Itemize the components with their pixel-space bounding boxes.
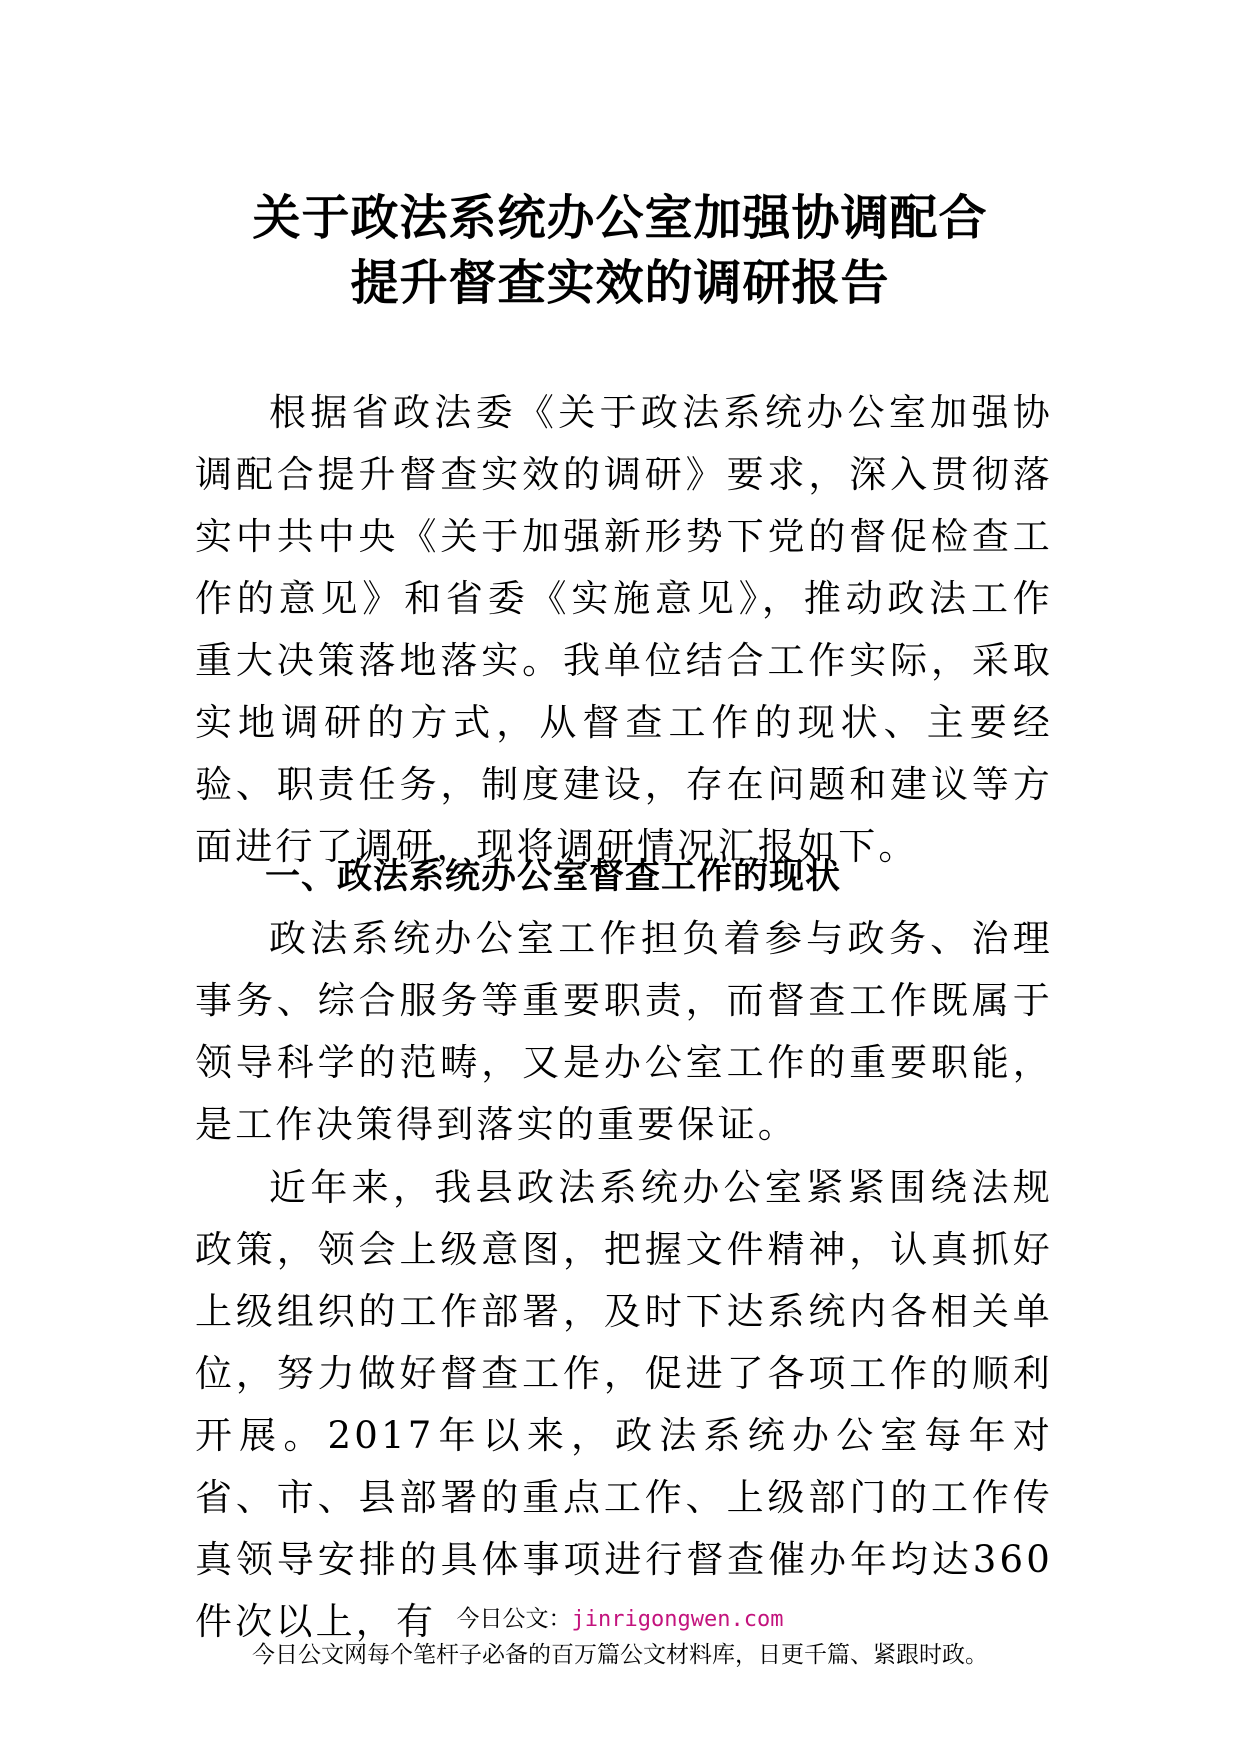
footer-site-line	[0, 1604, 1240, 1635]
section-heading-1: 一、政法系统办公室督查工作的现状	[265, 857, 842, 897]
paragraph-recent-years: 近年来，我县政法系统办公室紧紧围绕法规政策，领会上级意图，把握文件精神，认真抓好上级组织的工作部署，及时下达系统内各相关单位，努力做好督查工作，促进了各项工作的顺利开展。2017年以来，政法系统办公室每年对省、市、县部署的重点工作、上级部门的工作传真领导安排的具体事项进行督查催办年均达360件次以上，有	[195, 1166, 1053, 1643]
document-title-line-1: 关于政法系统办公室加强协调配合	[252, 190, 988, 246]
footer-site-label: 今日公文：	[456, 1606, 572, 1632]
footer-site-url-link[interactable]: jinrigongwen.com	[571, 1607, 784, 1632]
paragraph-office-duties: 政法系统办公室工作担负着参与政务、治理事务、综合服务等重要职责，而督查工作既属于领导科学的范畴，又是办公室工作的重要职能，是工作决策得到落实的重要保证。	[195, 917, 1053, 1146]
footer-tagline: 今日公文网每个笔杆子必备的百万篇公文材料库，日更千篇、紧跟时政。	[252, 1642, 988, 1668]
paragraph-intro: 根据省政法委《关于政法系统办公室加强协调配合提升督查实效的调研》要求，深入贯彻落实中共中央《关于加强新形势下党的督促检查工作的意见》和省委《实施意见》，推动政法工作重大决策落地落实。我单位结合工作实际，采取实地调研的方式，从督查工作的现状、主要经验、职责任务，制度建设，存在问题和建议等方面进行了调研，现将调研情况汇报如下。	[195, 391, 1053, 868]
document-title-line-2: 提升督查实效的调研报告	[350, 255, 890, 311]
